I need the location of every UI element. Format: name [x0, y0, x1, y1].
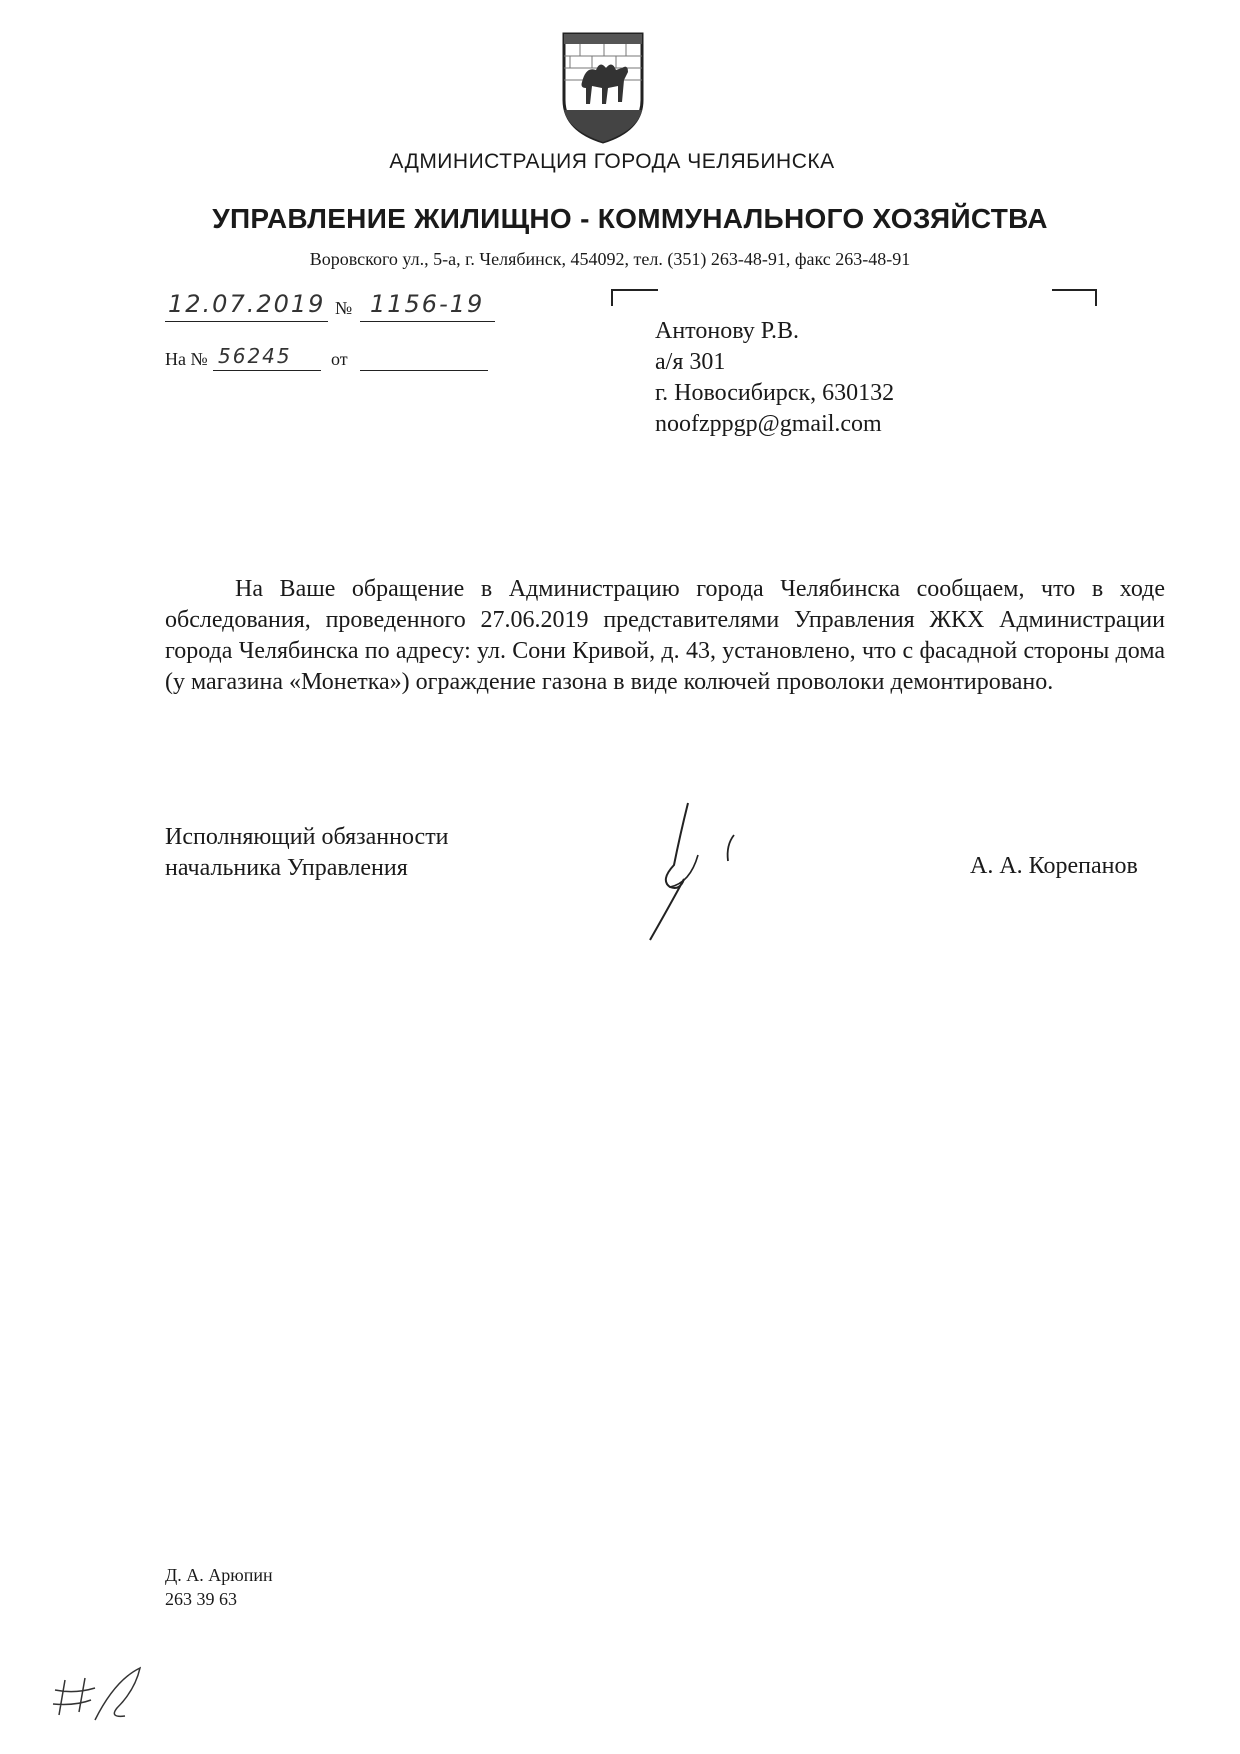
administration-name: АДМИНИСТРАЦИЯ ГОРОДА ЧЕЛЯБИНСКА — [389, 150, 835, 173]
corner-mark-left — [610, 288, 660, 308]
recipient-block — [655, 316, 894, 440]
signatory-title — [165, 822, 449, 884]
recipient-name: Антонову Р.В. — [655, 318, 800, 344]
recipient-po-box: а/я 301 — [655, 349, 726, 375]
executor-block — [165, 1563, 273, 1611]
signatory-title-line2: начальника Управления — [165, 855, 408, 881]
recipient-email: noofzppgp@gmail.com — [655, 411, 882, 437]
number-label: № — [335, 298, 353, 318]
outgoing-number: 1156-19 — [370, 290, 485, 318]
handwritten-initials — [45, 1660, 155, 1730]
reference-label: На № — [165, 349, 208, 369]
executor-name: Д. А. Арюпин — [165, 1565, 273, 1585]
reference-date-label: от — [331, 349, 348, 369]
department-address: Воровского ул., 5-а, г. Челябинск, 454092, тел. (351) 263-48-91, факс 263-48-91 — [309, 249, 911, 269]
executor-phone: 263 39 63 — [165, 1589, 237, 1609]
recipient-city: г. Новосибирск, 630132 — [655, 380, 895, 406]
handwritten-signature — [640, 795, 760, 945]
department-name: УПРАВЛЕНИЕ ЖИЛИЩНО - КОММУНАЛЬНОГО ХОЗЯЙСТВА — [212, 203, 1048, 234]
signatory-name: А. А. Корепанов — [970, 853, 1138, 879]
city-crest-icon — [560, 30, 646, 146]
body-paragraph: На Ваше обращение в Администрацию города Челябинска сообщаем, что в ходе обследования, проведенного 27.06.2019 представителями Управления ЖКХ Администрации города Челябинска по адресу: ул. Сони Кривой, д. 43, установлено, что с фасадной стороны дома (у магазина «Монетка») ограждение газона в виде колючей проволоки демонтировано. — [165, 576, 1165, 695]
outgoing-date: 12.07.2019 — [168, 290, 326, 318]
corner-mark-right — [1050, 288, 1100, 308]
letter-body — [165, 574, 1165, 698]
reference-number: 56245 — [218, 344, 292, 368]
signatory-title-line1: Исполняющий обязанности — [165, 824, 449, 850]
